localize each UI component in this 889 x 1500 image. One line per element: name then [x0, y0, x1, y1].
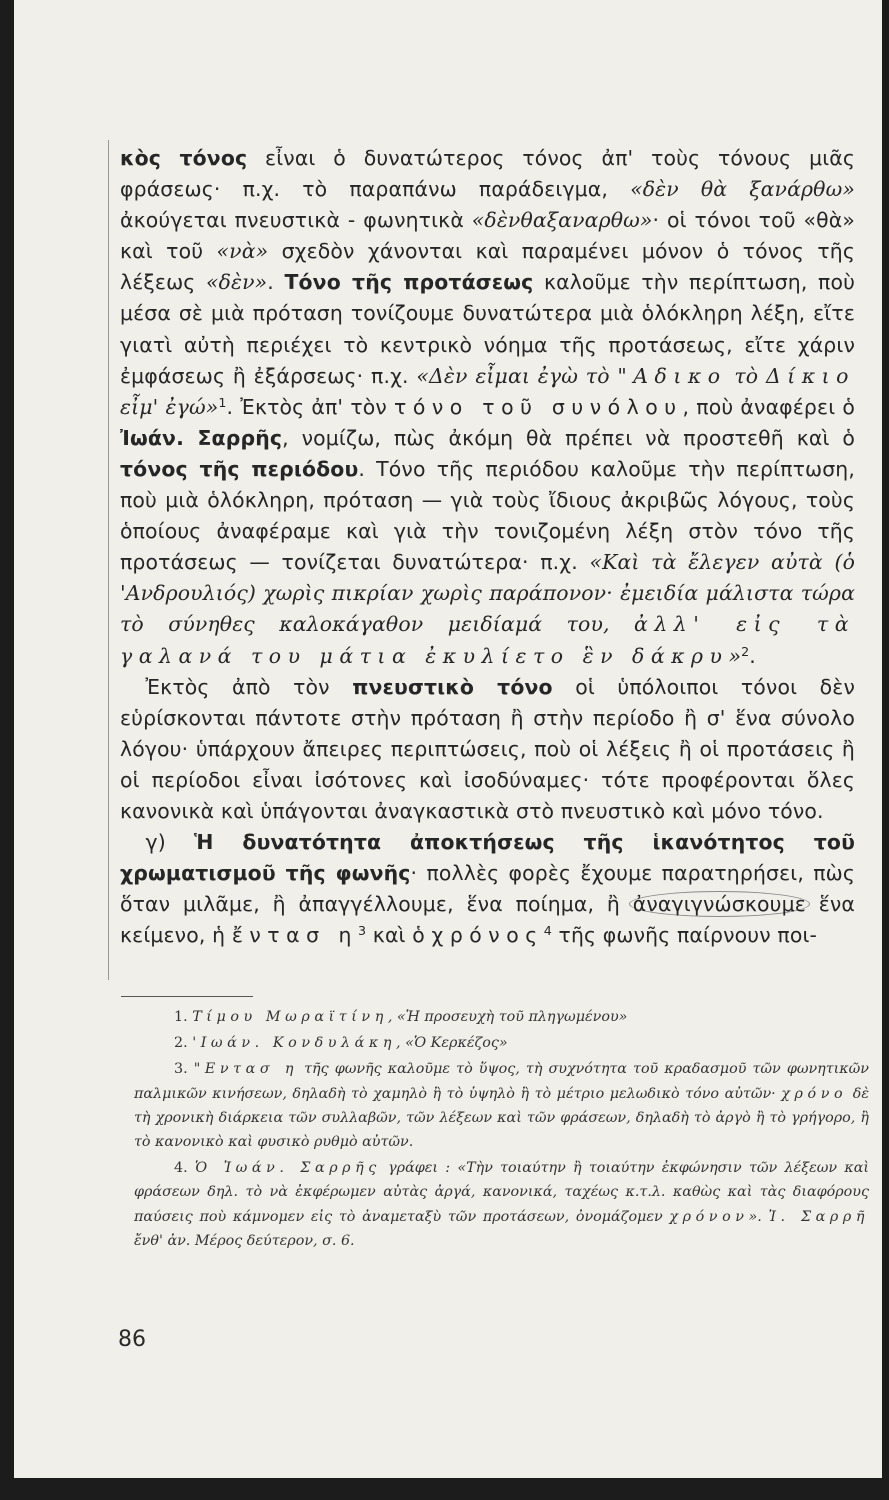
body-text-run: κὸς τόνος: [120, 146, 248, 170]
footnote-text-run: χρόνο: [781, 1085, 848, 1102]
body-text-run: , νομίζω, πὼς ἀκόμη θὰ πρέπει νὰ προστεθῆ καὶ ὁ: [282, 425, 855, 450]
body-text-run: «νὰ»: [216, 239, 269, 264]
footnote-text-run: γράφει : «Τὴν τοιαύτην ἢ τοιαύτην ἐκφώνησιν τῶν λέξεων καὶ φράσεων δηλ. τὸ νὰ ἐκφέρωμεν αὐτὰς ἀργά, κανονικά, ταχέως κ.τ.λ. καθὼς καὶ τὰς διαφόρους παύσεις ποὺ κάμνομεν εἰς τὸ ἀναμεταξὺ τῶν προτάσεων, ὀνομάζομεν: [134, 1160, 869, 1225]
book-page: [14, 0, 882, 1478]
footnote: [134, 1031, 869, 1055]
footnote-ref: 3: [357, 923, 367, 939]
body-text-run: «Καὶ τὰ ἔλεγεν αὐτὰ (ὁ 'Ανδρουλιός) χωρὶς πικρίαν χωρὶς παράπονον· ἐμειδία μάλιστα τώρα τὸ σύνηθες καλοκάγαθον μειδίαμά του,: [120, 550, 855, 637]
footnote-text-run: 'Ιωάν. Κονδυλάκη: [192, 1035, 397, 1052]
footnote: [134, 1057, 869, 1154]
body-text-run: πνευστικὸ τόνο: [352, 674, 553, 699]
body-text-run: Ἐκτὸς ἀπὸ τὸν: [145, 674, 353, 699]
footnote-text-run: 4.: [174, 1160, 195, 1177]
footnote-text-run: χρόνον: [669, 1208, 749, 1225]
body-text-run: .: [749, 643, 756, 668]
body-text-run: ἀναγιγνώσκουμε: [629, 891, 810, 917]
body-text-run: «δὲν»: [205, 270, 268, 295]
body-text-run: Δίκιο: [765, 363, 855, 388]
footnote-ref: 2: [741, 643, 750, 659]
body-text-run: τόνος τῆς περιόδου: [120, 456, 359, 481]
body-text-run: «δὲν θὰ ξανάρθω»: [630, 177, 855, 202]
margin-rule: [108, 140, 109, 980]
body-text-run: "Αδικο: [617, 363, 727, 388]
body-text-run: χρόνος: [431, 923, 544, 948]
body-text-run: ἕνα κείμενο, ἡ: [120, 892, 855, 948]
footnote-text-run: , «Ὁ Κερκέζος»: [396, 1035, 508, 1052]
body-text-run: Τόνο τῆς προτάσεως: [284, 270, 534, 295]
body-text-run: · πολλὲς φορὲς ἔχουμε παρατηρήσει, πὼς ὅταν μιλᾶμε, ἢ ἀπαγγέλλουμε, ἕνα ποίημα, ἢ: [120, 861, 855, 917]
footnote-text-run: ».: [748, 1208, 769, 1225]
body-text-run: «Δὲν εἶμαι ἐγὼ τὸ: [416, 363, 618, 388]
footnote-text-run: Τίμου Μωραϊτίνη: [192, 1009, 388, 1025]
footnote-text-run: 3.: [174, 1061, 194, 1078]
footnote-text-run: Ἰ. Σαρρῆ: [768, 1208, 869, 1225]
body-text-run: .: [267, 270, 285, 295]
paragraph: [120, 672, 855, 827]
body-text-run: τὸ: [726, 363, 766, 388]
footnote: [134, 1005, 869, 1029]
body-text-run: · οἱ τόνοι τοῦ «θὰ» καὶ τοῦ: [120, 208, 855, 264]
footnote-ref: 4: [543, 923, 552, 939]
footnote-text-run: 1.: [174, 1009, 193, 1025]
footnotes: [134, 1005, 869, 1255]
footnote-text-run: 2.: [174, 1035, 193, 1052]
body-text-run: »: [728, 643, 742, 668]
paragraph: [120, 143, 855, 672]
body-text-run: ἀκούγεται πνευστικὰ - φωνητικὰ: [120, 208, 472, 233]
body-text-run: Ἡ δυνατότητα ἀποκτήσεως τῆς ἱκανότητος τοῦ χρωματισμοῦ τῆς φωνῆς: [120, 830, 855, 886]
body-text-run: «δὲνθαξαναρθω»: [471, 208, 653, 233]
footnote-ref: 1: [218, 394, 227, 410]
body-text: [120, 143, 855, 951]
body-text-run: Ἰωάν. Σαρρῆς: [120, 425, 283, 450]
footnote-text-run: "Εντασ η: [193, 1061, 299, 1078]
body-text-run: εἶναι ὁ δυνατώτερος τόνος ἀπ' τοὺς τόνους μιᾶς φράσεως· π.χ. τὸ παραπάνω παράδειγμα,: [120, 146, 855, 202]
body-text-run: . Ἐκτὸς ἀπ' τὸν: [226, 394, 395, 419]
footnote-text-run: δὲ τὴ χρονικὴ διάρκεια τῶν συλλαβῶν, τῶν λέξεων καὶ τῶν φράσεων, δηλαδὴ τὸ ἀργὸ ἢ τὸ γρήγορο, ἢ τὸ κανονικὸ καὶ φυσικὸ ρυθμὸ αὐτῶν.: [134, 1085, 870, 1151]
page-number: 86: [118, 1327, 146, 1352]
paragraph: [120, 827, 855, 951]
body-text-run: , ποὺ ἀναφέρει ὁ: [682, 394, 855, 419]
footnote-text-run: ἔνθ' ἀν. Μέρος δεύτερον, σ. 6.: [134, 1232, 355, 1249]
body-text-run: . Τόνο τῆς περιόδου καλοῦμε τὴν περίπτωση, ποὺ μιὰ ὁλόκληρη, πρόταση — γιὰ τοὺς ἴδιους ἀκριβῶς λόγους, τοὺς ὁποίους ἀναφέραμε καὶ γιὰ τὴν τονιζομένη λέξη στὸν τόνο τῆς προτάσεως — τονίζεται δυνατώτερα· π.χ.: [120, 456, 855, 575]
body-text-run: γ): [145, 830, 195, 855]
body-text-run: ἔντασ η: [231, 923, 358, 948]
body-text-run: τῆς φωνῆς παίρνουν ποι-: [551, 923, 818, 948]
footnote-text-run: τῆς φωνῆς καλοῦμε τὸ ὕψος, τὴ συχνότητα τοῦ κραδασμοῦ τῶν φωνητικῶν παλμικῶν κινήσεων, δηλαδὴ τὸ χαμηλὸ ἢ τὸ ὑψηλὸ ἢ τὸ μέτριο μελωδικὸ τόνο αὐτῶν·: [134, 1061, 869, 1102]
footnote-text-run: , «Ἡ προσευχὴ τοῦ πληγωμένου»: [387, 1009, 628, 1025]
footnote-text-run: Ὁ Ἰωάν. Σαρρῆς: [194, 1160, 381, 1177]
footnote: [134, 1156, 869, 1253]
footnote-separator: [121, 996, 253, 997]
body-text-run: ἀλλ' εἰς τὰ γαλανά του μάτια ἐκυλίετο ἓν δάκρυ: [120, 612, 856, 668]
body-text-run: καλοῦμε τὴν περίπτωση, ποὺ μέσα σὲ μιὰ πρόταση τονίζουμε δυνατώτερα μιὰ ὁλόκληρη λέξη, εἴτε γιατὶ αὐτὴ περιέχει τὸ κεντρικὸ νόημα τῆς προτάσεως, εἴτε χάριν ἐμφάσεως ἢ ἐξάρσεως· π.χ.: [120, 270, 856, 388]
body-text-run: καὶ ὁ: [366, 923, 432, 948]
body-text-run: οἱ ὑπόλοιποι τόνοι δὲν εὑρίσκονται πάντοτε στὴν πρόταση ἢ στὴν περίοδο ἢ σ' ἕνα σύνολο λόγου· ὑπάρχουν ἄπειρες περιπτώσεις, ποὺ οἱ λέξεις ἢ οἱ προτάσεις ἢ οἱ περίοδοι εἶναι ἰσότονες καὶ ἰσοδύναμες· τότε προφέρονται ὅλες κανονικὰ καὶ ὑπάγονται ἀναγκαστικὰ στὸ πνευστικὸ καὶ μόνο τόνο.: [120, 674, 855, 823]
body-text-run: τόνο τοῦ συνόλου: [394, 394, 683, 419]
body-text-run: σχεδὸν χάνονται καὶ παραμένει μόνον ὁ τόνος τῆς λέξεως: [120, 239, 855, 295]
body-text-run: εἶμ' ἐγώ»: [120, 394, 219, 419]
